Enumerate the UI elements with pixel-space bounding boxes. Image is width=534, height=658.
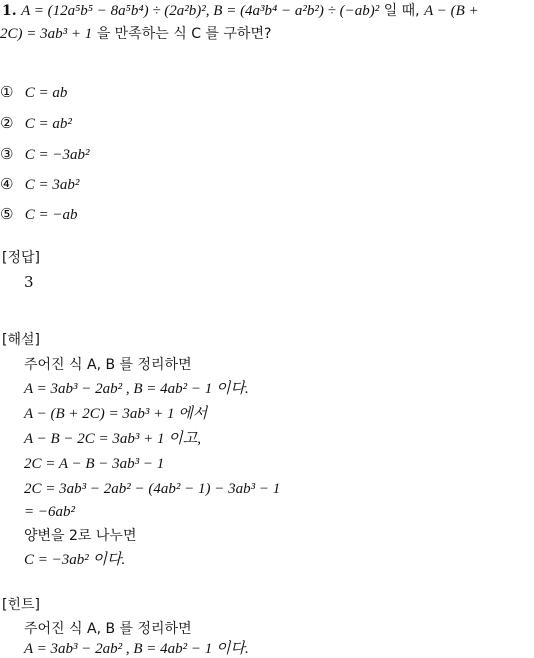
choice-marker: ① <box>0 83 14 101</box>
solution-line: = −6ab² <box>24 504 75 520</box>
question-equation-start: A − (B + <box>424 3 479 19</box>
question-condition-word: 일 때, <box>383 3 420 19</box>
question-line-2 <box>0 25 271 43</box>
choice-expression: C = 3ab² <box>24 177 80 193</box>
solution-line: A − (B + 2C) = 3ab³ + 1 에서 <box>24 406 208 422</box>
hint-line: 주어진 식 A, B 를 정리하면 <box>24 621 192 637</box>
choice-1[interactable] <box>0 83 67 102</box>
choice-marker: ⑤ <box>0 205 14 223</box>
choice-expression: C = −ab <box>24 207 78 223</box>
choice-3[interactable] <box>0 145 90 164</box>
solution-line: A = 3ab³ − 2ab² , B = 4ab² − 1 이다. <box>24 381 249 397</box>
choice-marker: ③ <box>0 145 14 163</box>
choice-expression: C = ab² <box>24 116 72 132</box>
solution-label: [해설] <box>2 332 40 348</box>
choice-expression: C = −3ab² <box>24 147 90 163</box>
answer-value: 3 <box>24 273 34 291</box>
solution-line: 2C = A − B − 3ab³ − 1 <box>24 456 165 472</box>
choice-marker: ④ <box>0 175 14 193</box>
hint-label: [힌트] <box>2 597 40 613</box>
question-line-1 <box>2 2 479 20</box>
hint-line: A = 3ab³ − 2ab² , B = 4ab² − 1 이다. <box>24 641 249 657</box>
solution-line: 주어진 식 A, B 를 정리하면 <box>24 357 192 373</box>
solution-line: 양변을 2로 나누면 <box>24 528 137 544</box>
choice-5[interactable] <box>0 205 78 224</box>
question-number: 1. <box>2 3 17 19</box>
solution-line: A − B − 2C = 3ab³ + 1 이고, <box>24 431 202 447</box>
solution-line: 2C = 3ab³ − 2ab² − (4ab² − 1) − 3ab³ − 1 <box>24 481 281 497</box>
question-given-expressions: A = (12a⁵b⁵ − 8a⁵b⁴) ÷ (2a²b)², B = (4a³b⁴ − a²b²) ÷ (−ab)² <box>21 3 380 19</box>
question-prompt: 을 만족하는 식 C 를 구하면? <box>96 26 272 42</box>
question-equation-end: 2C) = 3ab³ + 1 <box>0 26 93 42</box>
choice-4[interactable] <box>0 175 79 194</box>
answer-label: [정답] <box>2 250 40 266</box>
choice-expression: C = ab <box>24 85 68 101</box>
choice-marker: ② <box>0 114 14 132</box>
solution-line: C = −3ab² 이다. <box>24 552 126 568</box>
choice-2[interactable] <box>0 114 72 133</box>
